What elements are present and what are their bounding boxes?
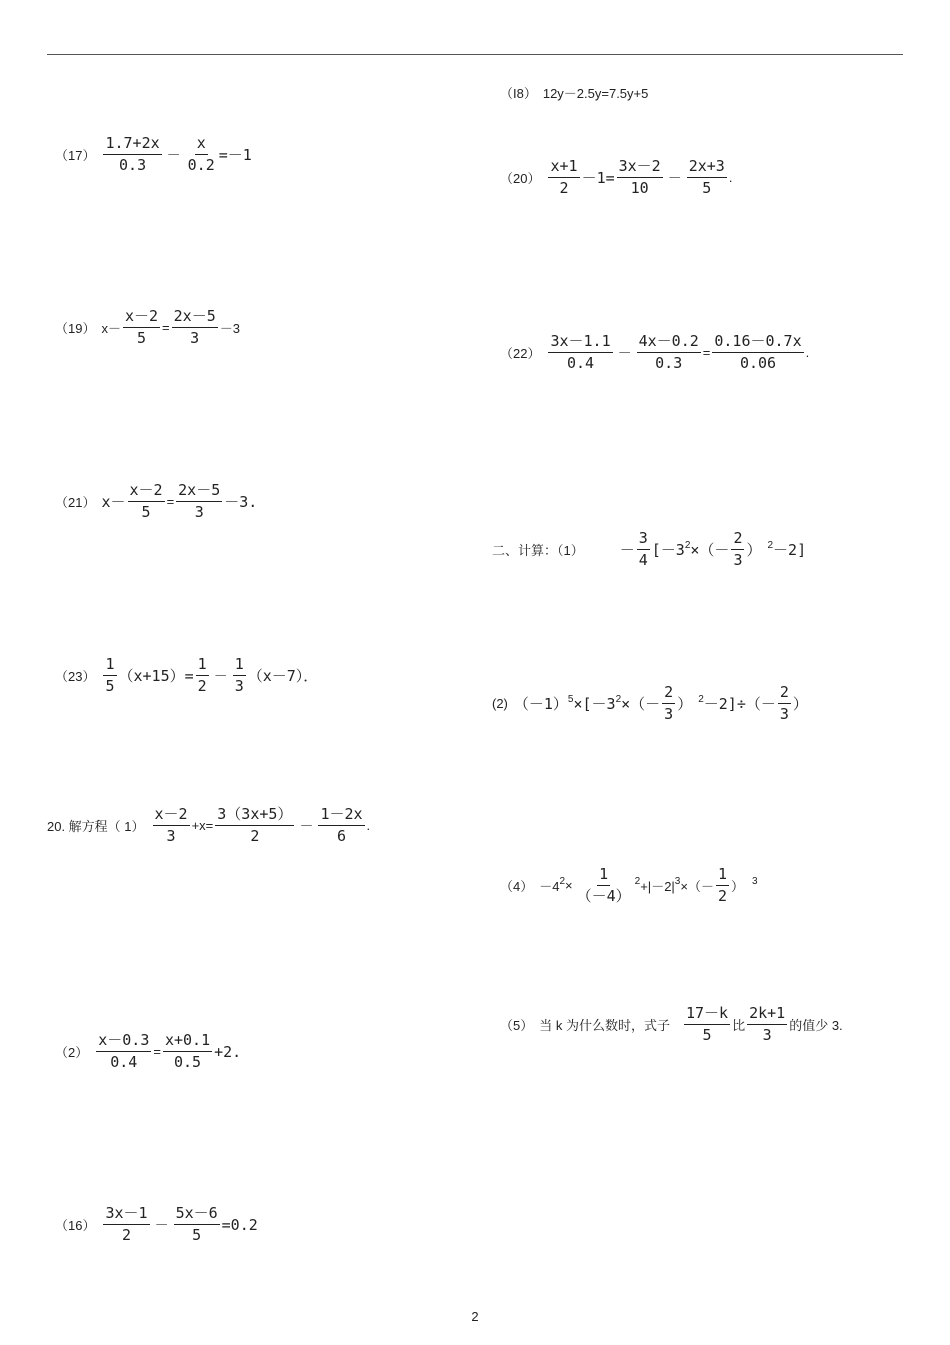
fraction: $\frac{1}{2}$ bbox=[197, 655, 207, 695]
fraction: $\frac{x-2}{5}$ bbox=[129, 481, 163, 521]
fraction: $\frac{3}{4}$ bbox=[638, 529, 648, 569]
fraction: $\frac{5x-6}{5}$ bbox=[175, 1204, 218, 1244]
fraction: $\frac{2k+1}{3}$ bbox=[749, 1004, 786, 1044]
equation-23: （23） $\frac{1}{5}$ （x+15）= $\frac{1}{2}$ － $\frac{1}{3}$ （x－7）． bbox=[55, 655, 319, 695]
fraction: $\frac{2x-5}{3}$ bbox=[178, 481, 221, 521]
equation-19: （19） x－ $\frac{x-2}{5}$ = $\frac{2x-5}{3}$ －3 bbox=[55, 307, 240, 347]
fraction: $\frac{4x-0.2}{0.3}$ bbox=[638, 332, 699, 372]
fraction: $\frac{1}{5}$ bbox=[105, 655, 115, 695]
fraction: $\frac{1}{2}$ bbox=[717, 865, 727, 905]
fraction: $\frac{x}{0.2}$ bbox=[187, 134, 215, 174]
fraction: $\frac{3x-1.1}{0.4}$ bbox=[550, 332, 611, 372]
page-number: 2 bbox=[471, 1309, 479, 1324]
equation-number: （19） bbox=[55, 321, 96, 336]
fraction: $\frac{x-2}{3}$ bbox=[154, 805, 188, 845]
fraction: $\frac{2x-5}{3}$ bbox=[173, 307, 216, 347]
fraction: $\frac{1}{(-4)}$ bbox=[576, 865, 631, 905]
equation-21: （21） x－ $\frac{x-2}{5}$ = $\frac{2x-5}{3}$ －3. bbox=[55, 481, 258, 521]
fraction: $\frac{x+0.1}{0.5}$ bbox=[164, 1031, 211, 1071]
fraction: $\frac{0.16-0.7x}{0.06}$ bbox=[714, 332, 802, 372]
equation-22: （22） $\frac{3x-1.1}{0.4}$ － $\frac{4x-0.2}{0.3}$ = $\frac{0.16-0.7x}{0.06}$ . bbox=[500, 332, 810, 372]
calc-5: （5） 当 k 为什么数时，式子 $\frac{17-k}{5}$ 比 $\frac{2k+1}{3}$ 的值少 3. bbox=[500, 1004, 843, 1044]
equation-number: （4） bbox=[500, 879, 534, 894]
equation-18 bbox=[500, 83, 648, 102]
header-rule bbox=[47, 54, 903, 55]
equation-text: 12y－2.5y=7.5y+5 bbox=[542, 86, 649, 101]
section-label: 二、计算：（1） bbox=[492, 543, 584, 558]
fraction: $\frac{1}{3}$ bbox=[234, 655, 244, 695]
equation-number: （5） bbox=[500, 1018, 534, 1033]
fraction: $\frac{1-2x}{6}$ bbox=[320, 805, 363, 845]
fraction: $\frac{3x-1}{2}$ bbox=[105, 1204, 148, 1244]
fraction: $\frac{x+1}{2}$ bbox=[550, 157, 578, 197]
equation-number: （21） bbox=[55, 495, 96, 510]
equation-17: （17） $\frac{1.7+2x}{0.3}$ － $\frac{x}{0.2}$ =－1 bbox=[55, 134, 252, 174]
equation-number: (2) bbox=[492, 696, 508, 711]
equation-number: （22） bbox=[500, 346, 541, 361]
calc-4: （4） －4 $^2$ × $\frac{1}{(-4)}$ $^2$ +|－2| $^3$ ×（－ $\frac{1}{2}$ ） $^3$ bbox=[500, 865, 758, 905]
solve-equation-1: 20. 解方程（ 1） $\frac{x-2}{3}$ +x= $\frac{3(3x+5)}{2}$ － $\frac{1-2x}{6}$ . bbox=[47, 805, 371, 845]
fraction: $\frac{2}{3}$ bbox=[733, 529, 743, 569]
fraction: $\frac{3x-2}{10}$ bbox=[618, 157, 661, 197]
fraction: $\frac{x-2}{5}$ bbox=[124, 307, 159, 347]
equation-number: （20） bbox=[500, 171, 541, 186]
solve-equation-2: （2） $\frac{x-0.3}{0.4}$ = $\frac{x+0.1}{0.5}$ +2. bbox=[55, 1031, 242, 1071]
section-label: 20. 解方程（ 1） bbox=[47, 819, 145, 834]
fraction: $\frac{2}{3}$ bbox=[664, 683, 674, 723]
equation-number: （2） bbox=[55, 1045, 89, 1060]
fraction: $\frac{2x+3}{5}$ bbox=[688, 157, 725, 197]
equation-number: （I8） bbox=[500, 86, 537, 101]
calc-2: (2) （－1） $^5$ ×[－3 $^2$ ×（－ $\frac{2}{3}$ ） $^2$ －2]÷（－ $\frac{2}{3}$ ） bbox=[492, 683, 808, 723]
fraction: $\frac{2}{3}$ bbox=[779, 683, 789, 723]
fraction: $\frac{x-0.3}{0.4}$ bbox=[98, 1031, 150, 1071]
equation-16: （16） $\frac{3x-1}{2}$ － $\frac{5x-6}{5}$ =0.2 bbox=[55, 1204, 258, 1244]
equation-number: （16） bbox=[55, 1218, 96, 1233]
fraction: $\frac{1.7+2x}{0.3}$ bbox=[105, 134, 160, 174]
fraction: $\frac{17-k}{5}$ bbox=[685, 1004, 729, 1044]
equation-20: （20） $\frac{x+1}{2}$ －1= $\frac{3x-2}{10}$ － $\frac{2x+3}{5}$ . bbox=[500, 157, 733, 197]
equation-number: （17） bbox=[55, 148, 96, 163]
fraction: $\frac{3(3x+5)}{2}$ bbox=[217, 805, 293, 845]
calc-1: 二、计算：（1） － $\frac{3}{4}$ [－3 $^2$ ×（－ $\frac{2}{3}$ ） $^2$ －2] bbox=[492, 529, 807, 569]
equation-number: （23） bbox=[55, 669, 96, 684]
